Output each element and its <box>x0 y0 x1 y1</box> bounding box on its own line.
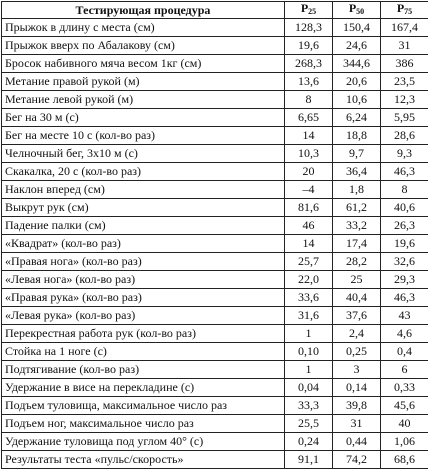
p75-value-cell: 386 <box>381 55 428 73</box>
test-name-cell: Стойка на 1 ноге (с) <box>2 343 285 361</box>
p50-value-cell: 74,2 <box>333 451 381 469</box>
test-name-cell: Результаты теста «пульс/скорость» <box>2 451 285 469</box>
p75-value-cell: 8 <box>381 181 428 199</box>
p75-value-cell: 0,4 <box>381 343 428 361</box>
table-row <box>2 415 428 433</box>
p75-value-cell: 19,6 <box>381 235 428 253</box>
p25-value-cell: 22,0 <box>285 271 333 289</box>
table-row <box>2 451 428 469</box>
header-p50-subscript: 50 <box>356 7 364 16</box>
p75-value-cell: 9,3 <box>381 145 428 163</box>
p25-value-cell: 10,3 <box>285 145 333 163</box>
p75-value-cell: 46,3 <box>381 163 428 181</box>
p75-value-cell: 23,5 <box>381 73 428 91</box>
p50-value-cell: 0,14 <box>333 379 381 397</box>
p25-value-cell: 33,3 <box>285 397 333 415</box>
header-p75 <box>381 2 428 19</box>
table-row <box>2 235 428 253</box>
p50-value-cell: 3 <box>333 361 381 379</box>
header-p75-base: P <box>397 2 404 16</box>
p75-value-cell: 40 <box>381 415 428 433</box>
p75-value-cell: 43 <box>381 307 428 325</box>
table-row <box>2 91 428 109</box>
header-p50 <box>333 2 381 19</box>
test-name-cell: Подъем ног, максимальное число раз <box>2 415 285 433</box>
p25-value-cell: 6,65 <box>285 109 333 127</box>
table-row <box>2 253 428 271</box>
p75-value-cell: 5,95 <box>381 109 428 127</box>
p25-value-cell: 14 <box>285 127 333 145</box>
test-name-cell: Прыжок в длину с места (см) <box>2 19 285 37</box>
p75-value-cell: 12,3 <box>381 91 428 109</box>
p25-value-cell: 33,6 <box>285 289 333 307</box>
table-row <box>2 37 428 55</box>
p75-value-cell: 46,3 <box>381 289 428 307</box>
header-p25-subscript: 25 <box>308 7 316 16</box>
p50-value-cell: 33,2 <box>333 217 381 235</box>
p75-value-cell: 6 <box>381 361 428 379</box>
p25-value-cell: 8 <box>285 91 333 109</box>
header-p25 <box>285 2 333 19</box>
table-row <box>2 163 428 181</box>
p25-value-cell: 25,7 <box>285 253 333 271</box>
table-row <box>2 379 428 397</box>
test-name-cell: Подъем туловища, максимальное число раз <box>2 397 285 415</box>
test-name-cell: Перекрестная работа рук (кол-во раз) <box>2 325 285 343</box>
p25-value-cell: 20 <box>285 163 333 181</box>
test-name-cell: Выкрут рук (см) <box>2 199 285 217</box>
p50-value-cell: 24,6 <box>333 37 381 55</box>
p75-value-cell: 29,3 <box>381 271 428 289</box>
test-name-cell: Челночный бег, 3х10 м (с) <box>2 145 285 163</box>
p50-value-cell: 10,6 <box>333 91 381 109</box>
test-name-cell: Метание правой рукой (м) <box>2 73 285 91</box>
p50-value-cell: 0,25 <box>333 343 381 361</box>
p25-value-cell: 0,04 <box>285 379 333 397</box>
test-name-cell: «Правая нога» (кол-во раз) <box>2 253 285 271</box>
header-p25-base: P <box>301 2 308 16</box>
p50-value-cell: 31 <box>333 415 381 433</box>
p50-value-cell: 344,6 <box>333 55 381 73</box>
p75-value-cell: 68,6 <box>381 451 428 469</box>
table-row <box>2 361 428 379</box>
p25-value-cell: 25,5 <box>285 415 333 433</box>
test-name-cell: «Правая рука» (кол-во раз) <box>2 289 285 307</box>
p50-value-cell: 1,8 <box>333 181 381 199</box>
p25-value-cell: 0,10 <box>285 343 333 361</box>
table-row <box>2 433 428 451</box>
p25-value-cell: 13,6 <box>285 73 333 91</box>
test-name-cell: Удержание туловища под углом 40° (с) <box>2 433 285 451</box>
p50-value-cell: 9,7 <box>333 145 381 163</box>
test-name-cell: Наклон вперед (см) <box>2 181 285 199</box>
table-row <box>2 145 428 163</box>
p75-value-cell: 45,6 <box>381 397 428 415</box>
test-name-cell: «Квадрат» (кол-во раз) <box>2 235 285 253</box>
table-row <box>2 199 428 217</box>
p25-value-cell: 46 <box>285 217 333 235</box>
table-row <box>2 289 428 307</box>
p75-value-cell: 167,4 <box>381 19 428 37</box>
table-row <box>2 397 428 415</box>
p25-value-cell: 31,6 <box>285 307 333 325</box>
test-name-cell: Скакалка, 20 с (кол-во раз) <box>2 163 285 181</box>
test-name-cell: Бег на 30 м (с) <box>2 109 285 127</box>
p50-value-cell: 150,4 <box>333 19 381 37</box>
test-name-cell: «Левая рука» (кол-во раз) <box>2 307 285 325</box>
p50-value-cell: 20,6 <box>333 73 381 91</box>
table-row <box>2 217 428 235</box>
table-row <box>2 307 428 325</box>
p50-value-cell: 17,4 <box>333 235 381 253</box>
header-row <box>2 2 428 19</box>
p25-value-cell: 268,3 <box>285 55 333 73</box>
table-row <box>2 55 428 73</box>
table-row <box>2 109 428 127</box>
p50-value-cell: 40,4 <box>333 289 381 307</box>
p50-value-cell: 2,4 <box>333 325 381 343</box>
p75-value-cell: 0,33 <box>381 379 428 397</box>
test-name-cell: Удержание в висе на перекладине (с) <box>2 379 285 397</box>
p50-value-cell: 36,4 <box>333 163 381 181</box>
p50-value-cell: 61,2 <box>333 199 381 217</box>
p75-value-cell: 1,06 <box>381 433 428 451</box>
header-p75-subscript: 75 <box>404 7 412 16</box>
table-header <box>2 2 428 19</box>
p50-value-cell: 37,6 <box>333 307 381 325</box>
test-name-cell: Бросок набивного мяча весом 1кг (см) <box>2 55 285 73</box>
table-row <box>2 271 428 289</box>
p25-value-cell: 91,1 <box>285 451 333 469</box>
p25-value-cell: 19,6 <box>285 37 333 55</box>
p25-value-cell: –4 <box>285 181 333 199</box>
p25-value-cell: 1 <box>285 325 333 343</box>
test-name-cell: Подтягивание (кол-во раз) <box>2 361 285 379</box>
table-row <box>2 343 428 361</box>
p25-value-cell: 0,24 <box>285 433 333 451</box>
table-row <box>2 73 428 91</box>
p25-value-cell: 1 <box>285 361 333 379</box>
table-row <box>2 181 428 199</box>
table-row <box>2 19 428 37</box>
p25-value-cell: 81,6 <box>285 199 333 217</box>
table-row <box>2 325 428 343</box>
p50-value-cell: 39,8 <box>333 397 381 415</box>
test-name-cell: Метание левой рукой (м) <box>2 91 285 109</box>
test-name-cell: «Левая нога» (кол-во раз) <box>2 271 285 289</box>
test-name-cell: Бег на месте 10 с (кол-во раз) <box>2 127 285 145</box>
test-name-cell: Падение палки (см) <box>2 217 285 235</box>
p75-value-cell: 31 <box>381 37 428 55</box>
header-procedure: Тестирующая процедура <box>2 2 285 19</box>
p75-value-cell: 40,6 <box>381 199 428 217</box>
header-p50-base: P <box>349 2 356 16</box>
table-row <box>2 127 428 145</box>
p50-value-cell: 0,44 <box>333 433 381 451</box>
p75-value-cell: 28,6 <box>381 127 428 145</box>
p50-value-cell: 6,24 <box>333 109 381 127</box>
p75-value-cell: 32,6 <box>381 253 428 271</box>
test-name-cell: Прыжок вверх по Абалакову (см) <box>2 37 285 55</box>
p75-value-cell: 26,3 <box>381 217 428 235</box>
p25-value-cell: 128,3 <box>285 19 333 37</box>
table-body <box>2 19 428 469</box>
p50-value-cell: 28,2 <box>333 253 381 271</box>
p50-value-cell: 25 <box>333 271 381 289</box>
p75-value-cell: 4,6 <box>381 325 428 343</box>
percentile-norms-table <box>1 1 428 469</box>
p25-value-cell: 14 <box>285 235 333 253</box>
p50-value-cell: 18,8 <box>333 127 381 145</box>
